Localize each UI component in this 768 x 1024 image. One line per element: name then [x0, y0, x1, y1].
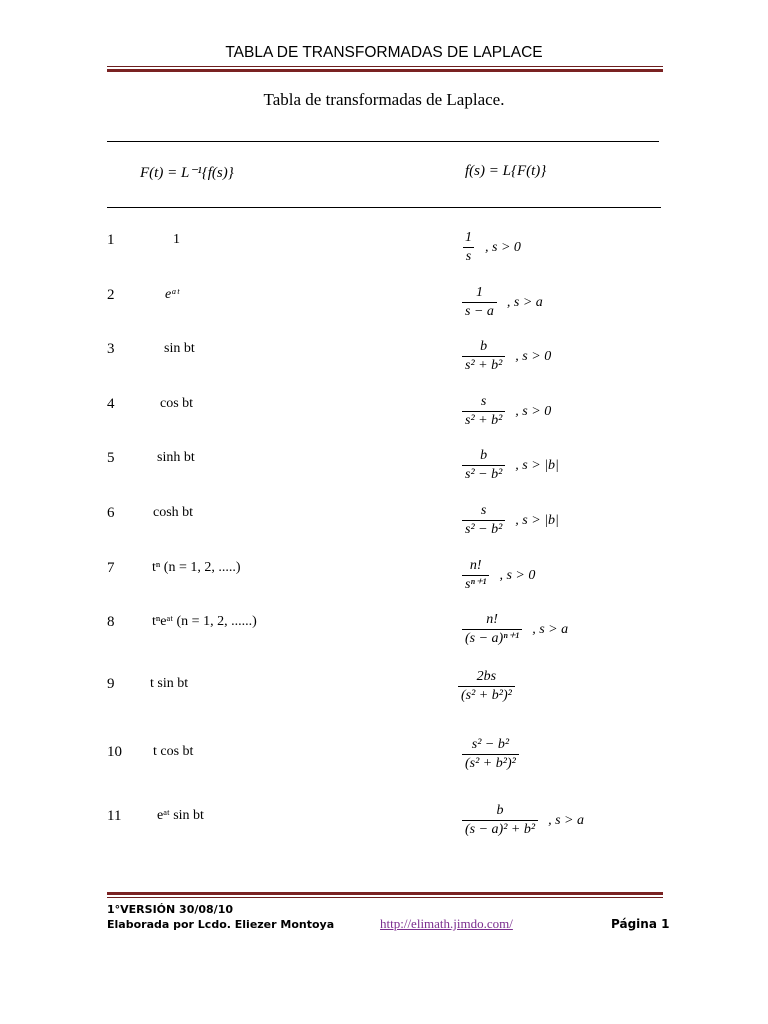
laplace-transform: [462, 611, 568, 648]
laplace-transform: [462, 502, 559, 539]
denominator: (s − a)² + b²: [462, 820, 538, 839]
heading-underline: [107, 207, 661, 208]
table-row: [0, 341, 768, 381]
time-function: sinh bt: [157, 450, 195, 465]
numerator: b: [496, 803, 504, 818]
column-heading-transform: f(s) = L{F(t)}: [465, 163, 547, 179]
footer-author: Elaborada por Lcdo. Eliezer Montoya: [107, 918, 335, 931]
time-function: tⁿeᵃᵗ (n = 1, 2, ......): [152, 614, 257, 629]
header-title: TABLA DE TRANSFORMADAS DE LAPLACE: [225, 44, 543, 61]
laplace-transform: [462, 338, 551, 375]
table-row: [0, 396, 768, 436]
denominator: s² + b²: [462, 411, 505, 430]
footer-link[interactable]: http://elimath.jimdo.com/: [380, 916, 513, 931]
numerator: s: [480, 394, 487, 409]
table-row: [0, 450, 768, 490]
row-number: 6: [107, 505, 115, 521]
denominator: s² − b²: [462, 465, 505, 484]
table-row: [0, 669, 768, 716]
row-number: 3: [107, 341, 115, 357]
time-function: 1: [173, 232, 180, 247]
condition: , s > 0: [515, 348, 552, 364]
row-number: 8: [107, 614, 115, 630]
table-row: [0, 232, 768, 272]
table-row: [0, 614, 768, 654]
numerator: 1: [465, 230, 472, 245]
denominator: (s² + b²)²: [462, 754, 519, 773]
table-row: [0, 505, 768, 545]
laplace-transform: [462, 393, 551, 430]
footer-rule-thick: [107, 892, 663, 895]
footer-rule-thin: [107, 897, 663, 898]
numerator: n!: [469, 558, 482, 573]
denominator: s² + b²: [462, 356, 505, 375]
denominator: (s² + b²)²: [458, 686, 515, 705]
table-row: [0, 560, 768, 600]
title-underline: [107, 141, 659, 142]
header-rule-thin: [107, 66, 663, 67]
header-rule-thick: [107, 69, 663, 72]
laplace-transform: [462, 557, 535, 594]
laplace-transform: [462, 736, 519, 773]
table-row: [0, 803, 768, 848]
row-number: 11: [107, 808, 122, 824]
time-function: cos bt: [160, 396, 194, 411]
denominator: s² − b²: [462, 520, 505, 539]
row-number: 10: [107, 744, 122, 760]
numerator: 1: [475, 285, 483, 300]
row-number: 2: [107, 287, 115, 303]
laplace-transform: [462, 447, 559, 484]
document-title: Tabla de transformadas de Laplace.: [263, 90, 505, 109]
row-number: 1: [107, 232, 115, 248]
condition: , s > 0: [499, 567, 536, 583]
time-function: eᵃᵗ sin bt: [157, 808, 204, 823]
condition: , s > 0: [485, 239, 521, 255]
condition: , s > a: [506, 294, 543, 310]
numerator: b: [480, 339, 488, 354]
time-function: t sin bt: [150, 676, 189, 691]
numerator: b: [480, 448, 488, 463]
laplace-transform: [458, 668, 515, 705]
condition: , s > |b|: [515, 457, 559, 473]
condition: , s > |b|: [515, 512, 559, 528]
condition: , s > a: [532, 621, 569, 637]
footer-version: 1°VERSIÓN 30/08/10: [107, 903, 234, 916]
numerator: s: [480, 503, 487, 518]
numerator: 2bs: [476, 669, 497, 684]
footer-page-number: Página 1: [611, 917, 670, 931]
table-row: [0, 737, 768, 784]
time-function: eᵃᵗ: [165, 287, 180, 302]
time-function: t cos bt: [153, 744, 194, 759]
numerator: s² − b²: [471, 737, 510, 752]
laplace-transform: [462, 229, 521, 266]
row-number: 4: [107, 396, 115, 412]
time-function: tⁿ (n = 1, 2, .....): [152, 560, 241, 575]
laplace-transform: [462, 284, 543, 321]
time-function: cosh bt: [153, 505, 194, 520]
denominator: s: [463, 247, 474, 266]
row-number: 9: [107, 676, 115, 692]
column-heading-inverse: F(t) = L⁻¹{f(s)}: [140, 165, 234, 181]
denominator: s − a: [462, 302, 497, 321]
row-number: 5: [107, 450, 115, 466]
denominator: sⁿ⁺¹: [462, 575, 489, 594]
table-row: [0, 287, 768, 327]
laplace-transform: [462, 802, 584, 839]
denominator: (s − a)ⁿ⁺¹: [462, 629, 522, 648]
row-number: 7: [107, 560, 115, 576]
time-function: sin bt: [164, 341, 195, 356]
numerator: n!: [486, 612, 498, 627]
condition: , s > a: [548, 812, 584, 828]
condition: , s > 0: [515, 403, 552, 419]
